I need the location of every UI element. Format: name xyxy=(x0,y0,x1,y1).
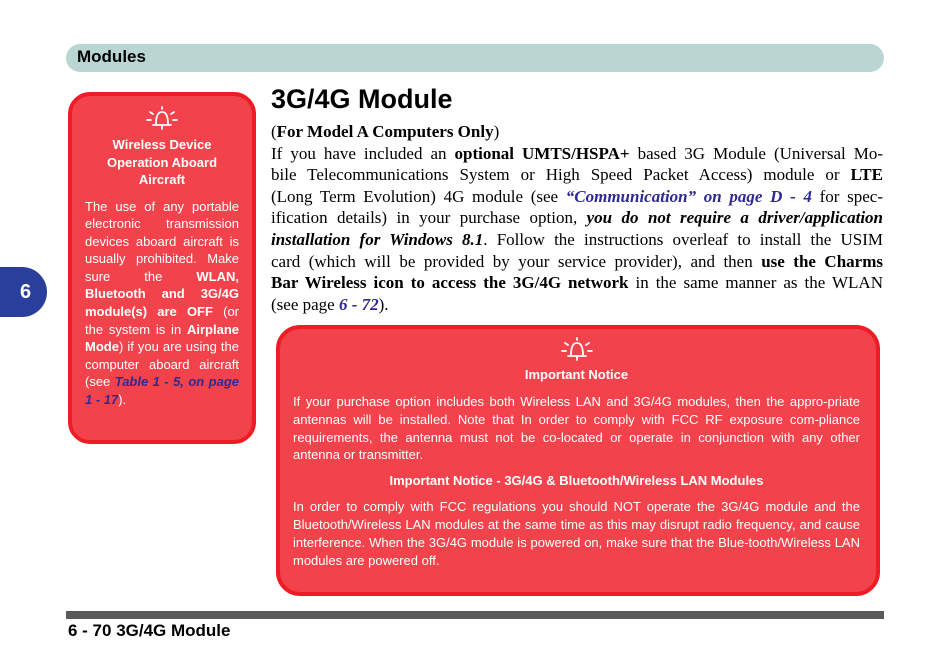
notice-subtitle: Important Notice - 3G/4G & Bluetooth/Wireless LAN Modules xyxy=(389,473,764,489)
text-line: installation for Windows 8.1. Follow the instructions overleaf to install the USIM xyxy=(271,229,884,249)
header-bar xyxy=(66,44,884,72)
section-title: Modules xyxy=(77,47,146,66)
chapter-tab[interactable]: 6 xyxy=(0,267,47,317)
text-line: If you have included an optional UMTS/HSPA+ based 3G Module (Universal Mo- xyxy=(271,143,883,163)
page-reference-link[interactable]: 6 - 72 xyxy=(338,294,379,314)
main-paragraph xyxy=(271,121,883,315)
communication-link[interactable]: “Communication” on page D - 4 xyxy=(565,186,812,206)
warning-notice-icon xyxy=(293,337,860,365)
text-line: (Long Term Evolution) 4G module (see “Communication” on page D - 4 for spec- xyxy=(271,186,883,206)
text-line: bile Telecommunications System or High Speed Packet Access) module or LTE xyxy=(271,165,883,185)
text-line: ification details) in your purchase option, you do not require a driver/application xyxy=(271,208,883,228)
aircraft-warning-text: The use of any portable electronic transmission devices aboard aircraft is usually prohibited. Make sure the WLAN, Bluetooth and 3G/4G module(s) are OFF (or the system is in Airplane Mode) if you are using the computer aboard aircraft (see Table 1 - 5, on page 1 - 17). xyxy=(85,198,240,408)
text-line: card (which will be provided by your service provider), and then use the Charms xyxy=(271,251,883,271)
text-line: (see page 6 - 72). xyxy=(271,294,389,314)
aircraft-warning-icon xyxy=(85,106,239,134)
page-footer: 6 - 70 3G/4G Module xyxy=(68,621,231,640)
notice-paragraph: If your purchase option includes both Wireless LAN and 3G/4G modules, then the appro-priate antennas will be installed. Note that In order to comply with FCC RF exposure com-pliance requirements, the antenna must not be co-located or operate in conjunction with any other antenna or transmitter. xyxy=(293,394,860,463)
notice-title: Important Notice xyxy=(524,367,629,382)
important-notice-box xyxy=(276,325,880,596)
footer-bar xyxy=(66,611,884,619)
text-line: (For Model A Computers Only) xyxy=(271,122,500,141)
aircraft-warning-box xyxy=(68,92,256,444)
text-line: Bar Wireless icon to access the 3G/4G network in the same manner as the WLAN xyxy=(271,273,883,293)
aircraft-warning-title: Wireless Device Operation Aboard Aircraft xyxy=(106,137,218,187)
page-title: 3G/4G Module xyxy=(271,84,453,114)
table-reference-link[interactable]: Table 1 - 5, on page 1 - 17 xyxy=(85,374,240,408)
notice-paragraph: In order to comply with FCC regulations you should NOT operate the 3G/4G module and the Bluetooth/Wireless LAN modules at the same time as this may disrupt radio frequency, and cause interference. When the 3G/4G module is powered on, make sure that the Blue-tooth/Wireless LAN modules are powered off. xyxy=(293,499,860,568)
